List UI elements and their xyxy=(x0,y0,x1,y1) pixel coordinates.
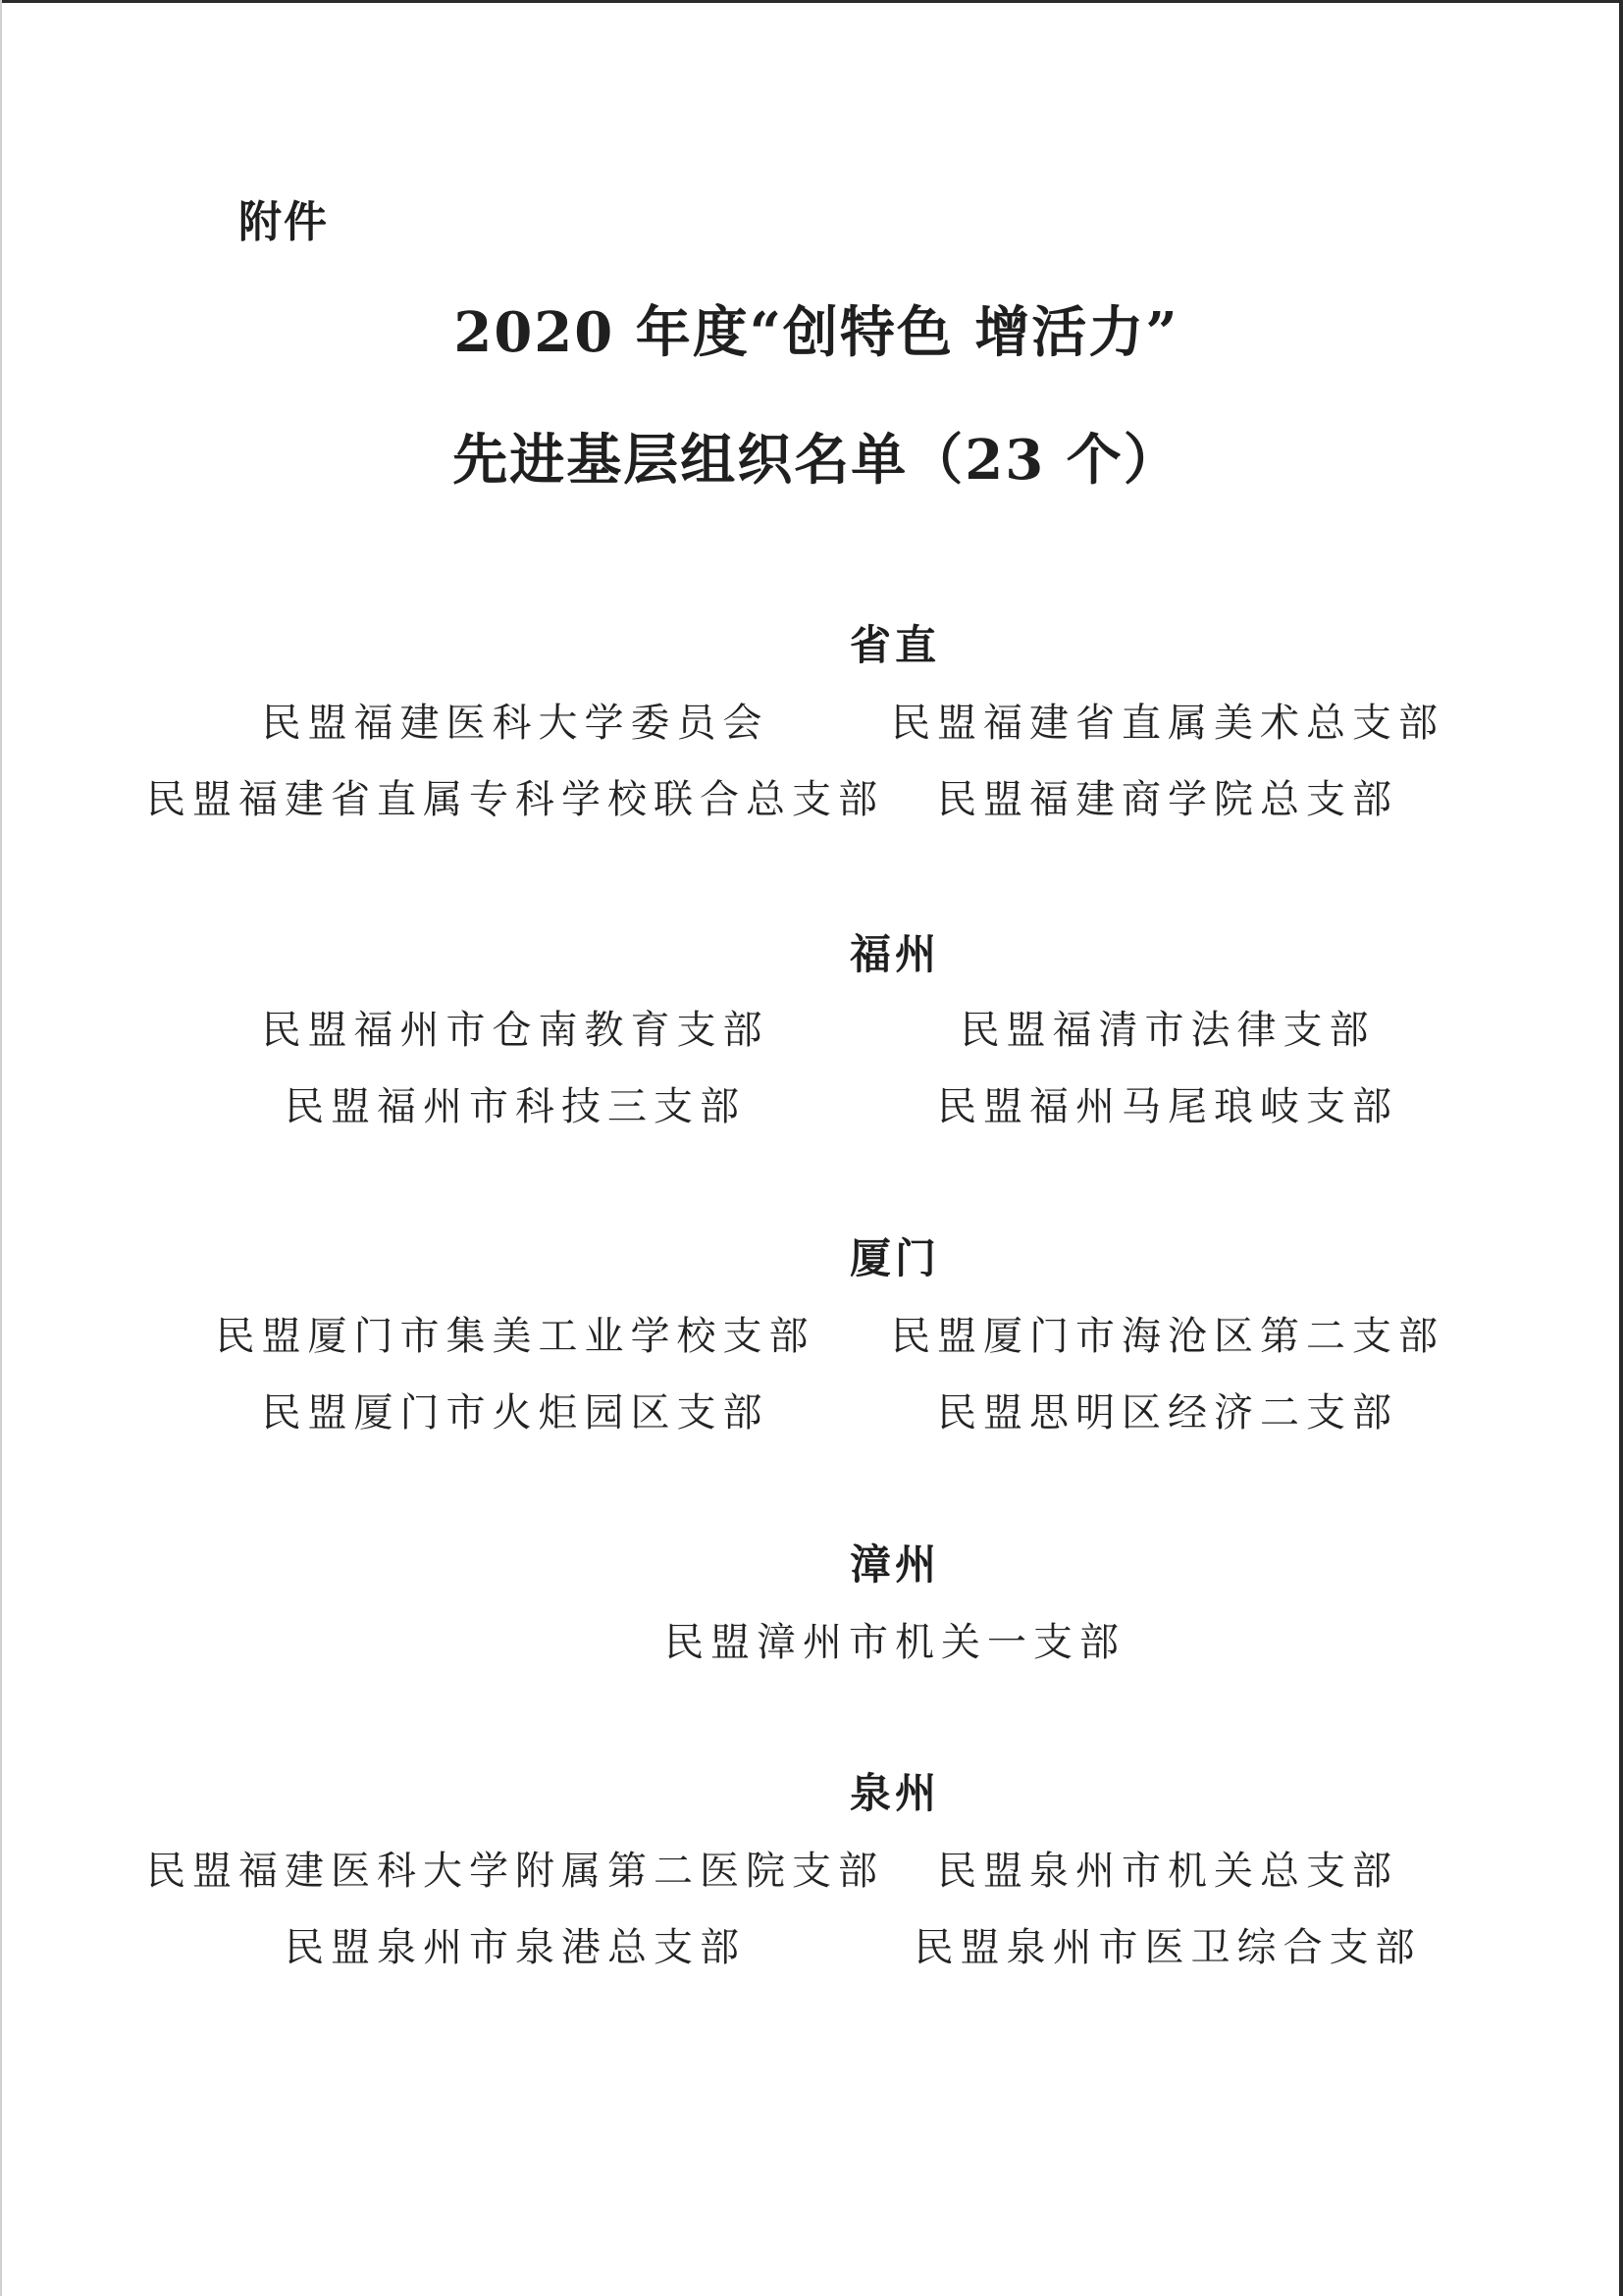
list-item: 民盟福州市科技三支部 xyxy=(285,1084,746,1129)
region-heading-zhangzhou: 漳州 xyxy=(849,1540,940,1589)
list-item: 民盟福州市仓南教育支部 xyxy=(261,1008,769,1053)
region-heading-quanzhou: 泉州 xyxy=(849,1769,940,1817)
region-heading-xiamen: 厦门 xyxy=(849,1234,940,1282)
list-item: 民盟福清市法律支部 xyxy=(960,1008,1376,1053)
region-heading-fuzhou: 福州 xyxy=(849,930,940,978)
list-item: 民盟思明区经济二支部 xyxy=(937,1390,1398,1435)
list-item: 民盟泉州市机关总支部 xyxy=(937,1849,1398,1894)
list-item: 民盟福建医科大学委员会 xyxy=(261,701,769,746)
region-heading-provincial: 省直 xyxy=(849,621,940,669)
attachment-label: 附件 xyxy=(238,197,329,247)
list-item: 民盟泉州市泉港总支部 xyxy=(285,1925,746,1970)
scan-edge-top xyxy=(0,0,1623,3)
list-item: 民盟厦门市海沧区第二支部 xyxy=(891,1314,1444,1359)
list-item: 民盟福建商学院总支部 xyxy=(937,777,1398,822)
document-title-line-1: 2020 年度“创特色 增活力” xyxy=(453,300,1179,365)
list-item: 民盟厦门市集美工业学校支部 xyxy=(215,1314,815,1359)
list-item: 民盟福建省直属美术总支部 xyxy=(891,701,1444,746)
list-item: 民盟泉州市医卫综合支部 xyxy=(914,1925,1422,1970)
list-item: 民盟福州马尾琅岐支部 xyxy=(937,1084,1398,1129)
list-item: 民盟厦门市火炬园区支部 xyxy=(261,1390,769,1435)
document-title-line-2: 先进基层组织名单（23 个） xyxy=(452,428,1180,493)
list-item: 民盟福建医科大学附属第二医院支部 xyxy=(146,1849,884,1894)
list-item: 民盟福建省直属专科学校联合总支部 xyxy=(146,777,884,822)
list-item: 民盟漳州市机关一支部 xyxy=(664,1620,1126,1665)
